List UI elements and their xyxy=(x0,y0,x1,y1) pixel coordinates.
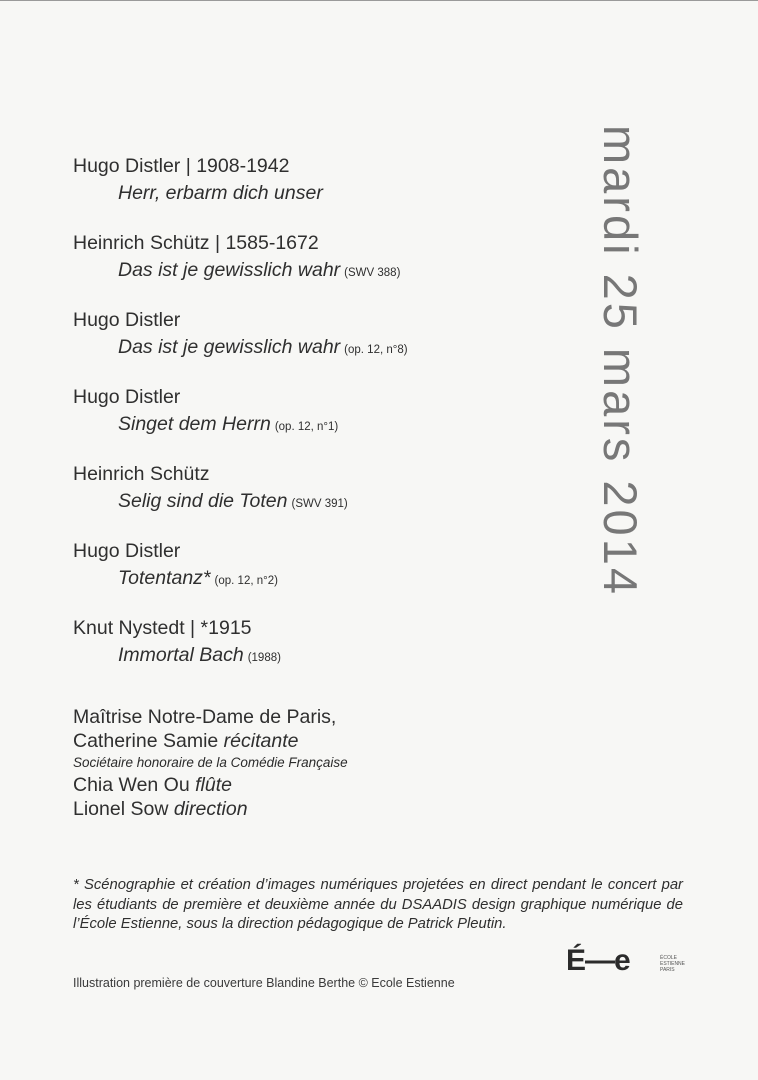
works-list xyxy=(73,152,593,691)
work-title-text: Selig sind die Toten xyxy=(118,490,288,512)
work-title-text: Singet dem Herrn xyxy=(118,413,271,435)
work-item xyxy=(73,229,593,306)
catalog-number: (op. 12, n°2) xyxy=(214,575,278,587)
work-item xyxy=(73,460,593,537)
composer: Hugo Distler | 1908-1942 xyxy=(73,155,290,177)
work-title-text: Totentanz* xyxy=(118,567,211,589)
work-title xyxy=(118,334,593,364)
illustration-credit: Illustration première de couverture Blandine Berthe © Ecole Estienne xyxy=(73,976,455,990)
work-title-text: Immortal Bach xyxy=(118,644,244,666)
ecole-estienne-logo xyxy=(566,942,686,984)
ensemble: Maîtrise Notre-Dame de Paris, xyxy=(73,706,337,728)
narrator-name: Catherine Samie xyxy=(73,730,219,752)
work-title-text: Das ist je gewisslich wahr xyxy=(118,336,341,358)
work-title xyxy=(118,257,593,287)
director xyxy=(73,797,593,821)
narrator-note: Sociétaire honoraire de la Comédie Française xyxy=(73,755,348,770)
director-role: direction xyxy=(173,798,248,820)
composer: Heinrich Schütz | 1585-1672 xyxy=(73,232,319,254)
composer: Knut Nystedt | *1915 xyxy=(73,617,252,639)
composer: Hugo Distler xyxy=(73,540,181,562)
narrator-role: récitante xyxy=(223,730,299,752)
narrator xyxy=(73,729,593,753)
director-name: Lionel Sow xyxy=(73,798,169,820)
top-rule xyxy=(0,0,758,1)
work-title xyxy=(118,565,593,595)
flutist xyxy=(73,773,593,797)
concert-date: mardi 25 mars 2014 xyxy=(594,125,647,597)
footnote: * Scénographie et création d’images numériques projetées en direct pendant le concert par les étudiants de première et deuxième année du DSAADIS design graphique numérique de l’École Estienne, sous la direction pédagogique de Patrick Pleutin. xyxy=(73,877,683,932)
flutist-name: Chia Wen Ou xyxy=(73,774,190,796)
catalog-number: (op. 12, n°8) xyxy=(344,344,408,356)
composer: Hugo Distler xyxy=(73,386,181,408)
work-title xyxy=(118,488,593,518)
performers xyxy=(73,705,593,821)
logo-subtitle: ÉCOLE ESTIENNE PARIS xyxy=(660,955,686,973)
work-title-text: Herr, erbarm dich unser xyxy=(118,182,323,204)
work-title xyxy=(118,180,593,210)
composer: Heinrich Schütz xyxy=(73,463,210,485)
logo-mark: É—e xyxy=(566,944,630,977)
work-title-text: Das ist je gewisslich wahr xyxy=(118,259,341,281)
work-item xyxy=(73,306,593,383)
composer: Hugo Distler xyxy=(73,309,181,331)
work-item xyxy=(73,537,593,614)
catalog-number: (SWV 391) xyxy=(291,498,348,510)
work-item xyxy=(73,383,593,460)
work-item xyxy=(73,152,593,229)
work-title xyxy=(118,642,593,672)
catalog-number: (SWV 388) xyxy=(344,267,401,279)
work-title xyxy=(118,411,593,441)
catalog-number: (op. 12, n°1) xyxy=(274,421,339,433)
catalog-number: (1988) xyxy=(247,652,281,664)
flutist-role: flûte xyxy=(195,774,232,796)
work-item xyxy=(73,614,593,691)
